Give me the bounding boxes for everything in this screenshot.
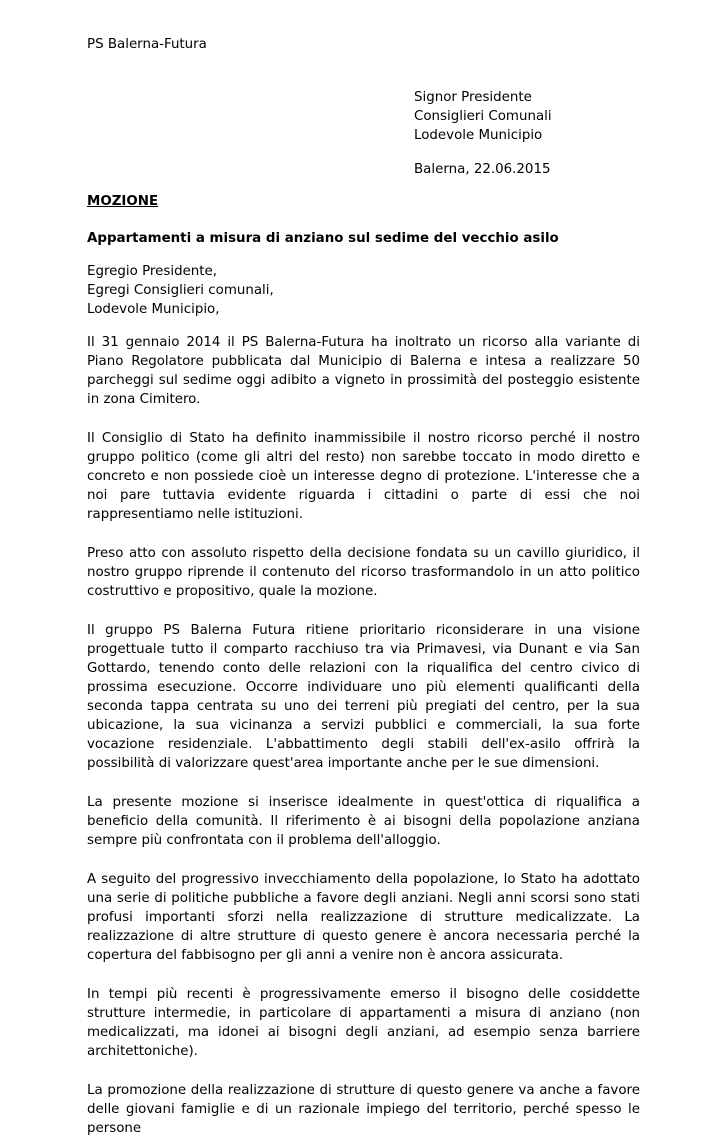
recipient-line: Consiglieri Comunali xyxy=(414,109,552,124)
sender-name: PS Balerna-Futura xyxy=(87,37,207,52)
body-paragraph: A seguito del progressivo invecchiamento della popolazione, lo Stato ha adottato una serie di politiche pubbliche a favore degli anziani. Negli anni scorsi sono stati profusi importanti sforzi nella realizzazione di strutture medicalizzate. La realizzazione di altre strutture di questo genere è ancora necessaria perché la copertura del fabbisogno per gli anni a venire non è ancora assicurata. xyxy=(87,872,640,963)
recipient-line: Signor Presidente xyxy=(414,90,532,105)
salutation-line: Egregi Consiglieri comunali, xyxy=(87,283,274,298)
salutation-line: Egregio Presidente, xyxy=(87,264,218,279)
body-paragraph: Preso atto con assoluto rispetto della decisione fondata su un cavillo giuridico, il nostro gruppo riprende il contenuto del ricorso trasformandolo in un atto politico costruttivo e propositivo, quale la mozione. xyxy=(87,546,640,599)
body-paragraph: Il gruppo PS Balerna Futura ritiene prioritario riconsiderare in una visione progettuale tutto il comparto racchiuso tra via Primavesi, via Dunant e via San Gottardo, tenendo conto delle relazioni con la riqualifica del centro civico di prossima esecuzione. Occorre individuare uno più elementi qualificanti della seconda tappa centrata su uno dei terreni più pregiati del centro, per la sua ubicazione, la sua vicinanza a servizi pubblici e commerciali, la sua forte vocazione residenziale. L'abbattimento degli stabili dell'ex-asilo offrirà la possibilità di valorizzare quest'area importante anche per le sue dimensioni. xyxy=(87,623,640,771)
body-paragraph: La promozione della realizzazione di strutture di questo genere va anche a favore delle giovani famiglie e di un razionale impiego del territorio, perché spesso le persone xyxy=(87,1083,640,1136)
body-paragraph: Il Consiglio di Stato ha definito inammissibile il nostro ricorso perché il nostro gruppo politico (come gli altri del resto) non sarebbe toccato in modo diretto e concreto e non possiede cioè un interesse degno di protezione. L'interesse che a noi pare tuttavia evidente riguarda i cittadini o parte di essi che noi rappresentiamo nelle istituzioni. xyxy=(87,431,640,522)
letter-date: Balerna, 22.06.2015 xyxy=(414,162,551,177)
document-subtitle: Appartamenti a misura di anziano sul sedime del vecchio asilo xyxy=(87,231,559,246)
recipient-line: Lodevole Municipio xyxy=(414,128,543,143)
body-paragraph: In tempi più recenti è progressivamente emerso il bisogno delle cosiddette strutture intermedie, in particolare di appartamenti a misura di anziano (non medicalizzati, ma idonei ai bisogni degli anziani, ad esempio senza barriere architettoniche). xyxy=(87,987,640,1059)
document-title: MOZIONE xyxy=(87,194,159,209)
salutation-block xyxy=(87,262,274,319)
body-text xyxy=(87,333,640,1138)
body-paragraph: La presente mozione si inserisce idealmente in quest'ottica di riqualifica a beneficio della comunità. Il riferimento è ai bisogni della popolazione anziana sempre più confrontata con il problema dell'alloggio. xyxy=(87,795,640,848)
body-paragraph: Il 31 gennaio 2014 il PS Balerna-Futura ha inoltrato un ricorso alla variante di Piano Regolatore pubblicata dal Municipio di Balerna e intesa a realizzare 50 parcheggi sul sedime oggi adibito a vigneto in prossimità del posteggio esistente in zona Cimitero. xyxy=(87,335,640,407)
salutation-line: Lodevole Municipio, xyxy=(87,302,220,317)
recipient-address-block xyxy=(414,88,552,145)
